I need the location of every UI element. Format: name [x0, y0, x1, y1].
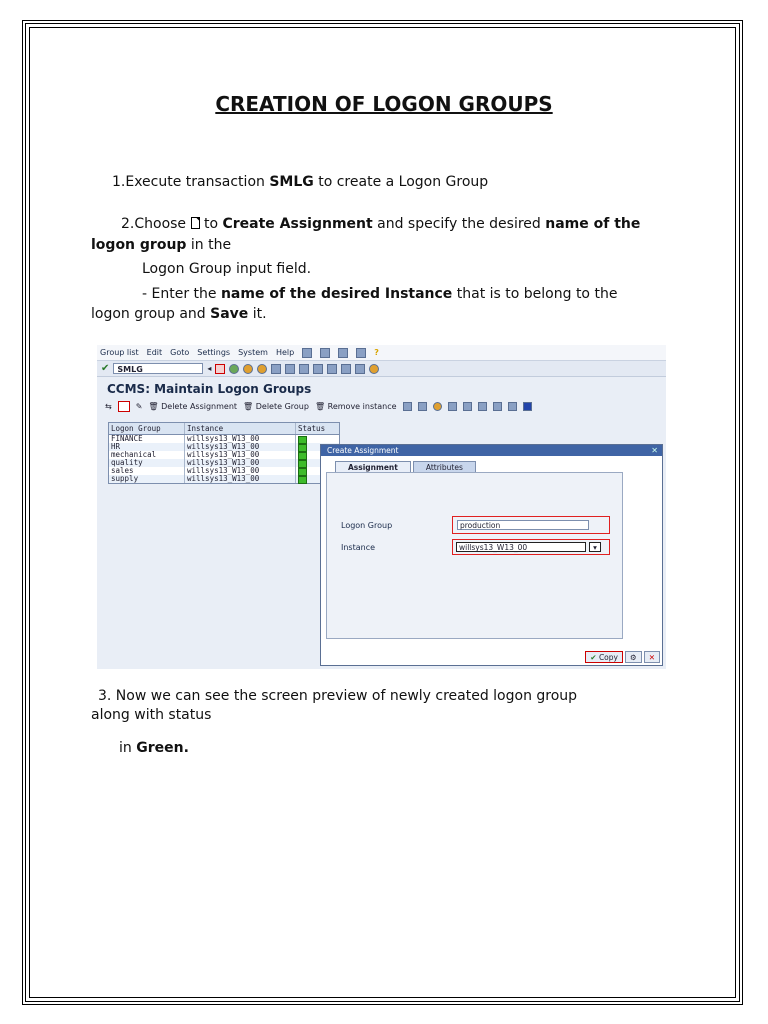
cell-group: HR — [109, 443, 185, 451]
window-icon[interactable] — [302, 348, 312, 358]
cell-group: quality — [109, 459, 185, 467]
menu-edit[interactable]: Edit — [146, 348, 163, 357]
enter-check-icon[interactable]: ✔ — [101, 363, 110, 374]
remove-instance-button[interactable]: 🗑 Remove instance — [314, 401, 397, 411]
step-2-line2: Logon Group input field. — [142, 261, 312, 277]
last-page-icon[interactable] — [355, 364, 365, 374]
cell-group: FINANCE — [109, 435, 185, 443]
tab-attributes[interactable]: Attributes — [413, 461, 476, 473]
page-title: CREATION OF LOGON GROUPS — [215, 92, 553, 116]
settings-icon[interactable] — [433, 402, 442, 411]
save-icon[interactable] — [215, 364, 225, 374]
cell-instance: willsys13_W13_00 — [185, 451, 296, 459]
monitor-icon[interactable] — [338, 348, 348, 358]
menu-help[interactable]: Help — [275, 348, 295, 357]
step-2-line3: - Enter the name of the desired Instance that is to belong to the — [142, 286, 618, 302]
cell-instance: willsys13_W13_00 — [185, 435, 296, 443]
filter-icon[interactable] — [448, 402, 457, 411]
cancel-x-icon[interactable]: ✕ — [644, 651, 660, 663]
logon-group-label: Logon Group — [341, 521, 393, 530]
details-icon[interactable] — [418, 402, 427, 411]
cell-instance: willsys13_W13_00 — [185, 475, 296, 483]
change-icon[interactable]: ✎ — [135, 401, 143, 411]
layout-icon[interactable] — [320, 348, 330, 358]
cell-group: sales — [109, 467, 185, 475]
copy-button[interactable]: ✔ Copy — [585, 651, 623, 663]
check-icon: ✔ — [590, 653, 597, 662]
find-icon[interactable] — [285, 364, 295, 374]
first-page-icon[interactable] — [313, 364, 323, 374]
display-icon[interactable]: ⇆ — [105, 401, 112, 411]
menu-group-list[interactable]: Group list — [100, 348, 139, 357]
instance-label: Instance — [341, 543, 376, 552]
exit-icon[interactable] — [243, 364, 253, 374]
step-2: 2.Choose to Create Assignment and specify the desired name of the logon group in the — [91, 216, 641, 253]
create-assignment-dialog — [320, 444, 663, 666]
cell-group: supply — [109, 475, 185, 483]
close-icon[interactable]: ✕ — [651, 446, 658, 455]
logon-group-input[interactable]: production — [457, 520, 589, 530]
dialog-title-bar — [321, 445, 662, 456]
export-icon[interactable] — [508, 402, 517, 411]
application-toolbar — [105, 399, 660, 413]
history-icon[interactable]: ◂ — [207, 364, 212, 373]
dialog-title: Create Assignment — [327, 446, 399, 455]
column-header-status[interactable]: Status — [298, 424, 326, 433]
step-3-line1: 3. Now we can see the screen preview of newly created logon group — [98, 688, 578, 704]
print-icon[interactable] — [271, 364, 281, 374]
tab-assignment[interactable]: Assignment — [335, 461, 411, 473]
assignment-panel — [326, 472, 623, 639]
cell-instance: willsys13_W13_00 — [185, 467, 296, 475]
command-field[interactable]: SMLG — [113, 363, 203, 374]
delete-group-button[interactable]: 🗑 Delete Group — [243, 401, 309, 411]
gear-icon[interactable]: ⚙ — [625, 651, 642, 663]
help-icon[interactable]: ? — [374, 348, 379, 357]
menu-settings[interactable]: Settings — [197, 348, 231, 357]
delete-assignment-button[interactable]: 🗑 Delete Assignment — [148, 401, 238, 411]
step-3-line2: along with status — [91, 707, 212, 723]
menu-system[interactable]: System — [238, 348, 268, 357]
dropdown-icon[interactable]: ▾ — [589, 542, 601, 552]
customize-icon[interactable] — [369, 364, 379, 374]
sort-icon[interactable] — [478, 402, 487, 411]
sap-command-bar — [97, 361, 666, 377]
screen-title: CCMS: Maintain Logon Groups — [107, 382, 312, 396]
cell-instance: willsys13_W13_00 — [185, 443, 296, 451]
sap-screenshot — [97, 345, 666, 669]
step-1: 1.Execute transaction SMLG to create a Logon Group — [112, 174, 489, 190]
instance-input[interactable]: willsys13_W13_00 — [456, 542, 586, 552]
dialog-buttons — [585, 651, 660, 663]
cell-group: mechanical — [109, 451, 185, 459]
create-document-icon — [191, 217, 200, 229]
cancel-icon[interactable] — [257, 364, 267, 374]
create-assignment-icon[interactable] — [118, 401, 130, 412]
logon-group-table — [108, 422, 340, 484]
step-2-line4: logon group and Save it. — [91, 306, 267, 322]
status-green-icon — [298, 476, 307, 484]
step-3-line3: in Green. — [119, 740, 189, 756]
back-icon[interactable] — [229, 364, 239, 374]
info-icon[interactable] — [523, 402, 532, 411]
menu-goto[interactable]: Goto — [170, 348, 190, 357]
column-header-instance[interactable]: Instance — [185, 423, 296, 434]
find-next-icon[interactable] — [299, 364, 309, 374]
cell-instance: willsys13_W13_00 — [185, 459, 296, 467]
print-list-icon[interactable] — [463, 402, 472, 411]
next-page-icon[interactable] — [341, 364, 351, 374]
grid-icon[interactable] — [403, 402, 412, 411]
table-icon[interactable] — [493, 402, 502, 411]
column-header-logon-group[interactable]: Logon Group — [109, 423, 185, 434]
sap-menu-bar — [97, 345, 666, 361]
session-icon[interactable] — [356, 348, 366, 358]
prev-page-icon[interactable] — [327, 364, 337, 374]
table-row[interactable] — [109, 475, 339, 483]
